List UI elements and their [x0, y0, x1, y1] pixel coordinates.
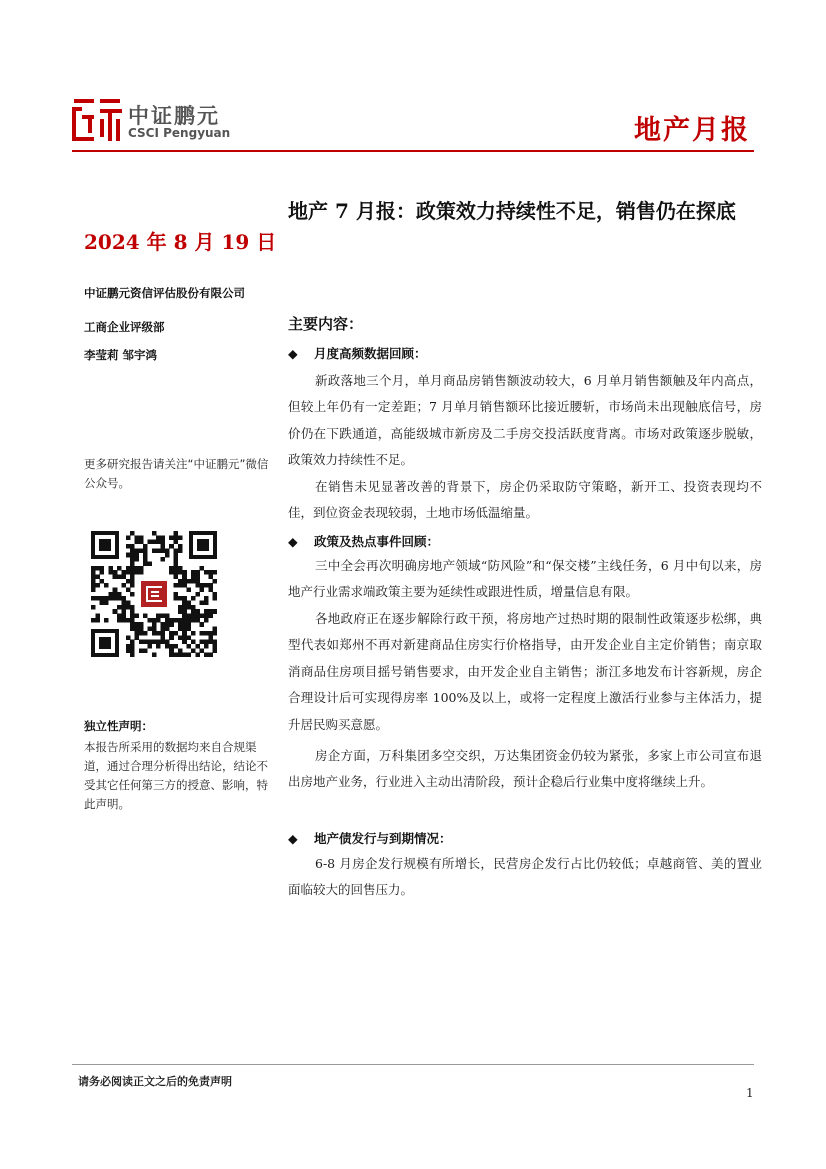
paragraph: 房企方面，万科集团多空交织，万达集团资金仍较为紧张，多家上市公司宣布退出房地产业务，行业进入主动出清阶段，预计企稳后行业集中度将继续上升。 [288, 748, 762, 790]
department: 工商企业评级部 [84, 320, 165, 334]
report-date: 2024 年 8 月 19 日 [84, 230, 277, 254]
report-type: 地产月报 [634, 115, 750, 146]
section-title: 主要内容： [288, 315, 364, 333]
qr-center-logo-icon [141, 581, 167, 607]
company-logo-mark [72, 99, 122, 143]
footer-divider [72, 1064, 754, 1065]
follow-note: 更多研究报告请关注“中证鹏元”微信公众号。 [84, 457, 269, 490]
paragraph: 三中全会再次明确房地产领域“防风险”和“保交楼”主线任务，6 月中旬以来，房地产行业需求端政策主要为延续性或跟进性质，增量信息有限。 [288, 558, 762, 600]
header-divider [72, 150, 754, 152]
company-full-name: 中证鹏元资信评估股份有限公司 [84, 286, 245, 300]
paragraph: 新政落地三个月，单月商品房销售额波动较大，6 月单月销售额触及年内高点，但较上年仍有一定差距；7 月单月销售额环比接近腰斩，市场尚未出现触底信号，房价仍在下跌通道，高能级城市新房及二手房交投活跃度背离。市场对政策逐步脱敏，政策效力持续性不足。 [288, 373, 762, 468]
paragraph: 在销售未见显著改善的背景下，房企仍采取防守策略，新开工、投资表现均不佳，到位资金表现较弱，土地市场低温缩量。 [288, 479, 762, 521]
independence-statement: 本报告所采用的数据均来自合规渠道，通过合理分析得出结论，结论不受其它任何第三方的授意、影响，特此声明。 [84, 740, 268, 811]
company-name-en: CSCI Pengyuan [128, 126, 231, 140]
company-name-cn: 中证鹏元 [128, 104, 220, 128]
bullet-label: 政策及热点事件回顾： [314, 534, 440, 549]
page-number: 1 [746, 1086, 754, 1100]
diamond-bullet-icon: ◆ [288, 346, 298, 361]
diamond-bullet-icon: ◆ [288, 831, 298, 846]
independence-title: 独立性声明： [84, 719, 153, 733]
bullet-bond-issuance [288, 829, 452, 847]
bullet-monthly-data [288, 344, 427, 362]
footer-disclaimer[interactable]: 请务必阅读正文之后的免责声明 [78, 1075, 232, 1088]
bullet-label: 月度高频数据回顾： [314, 346, 427, 361]
authors: 李莹莉 邹宇鸿 [84, 348, 158, 362]
paragraph: 6-8 月房企发行规模有所增长，民营房企发行占比仍较低；卓越商管、美的置业面临较大的回售压力。 [288, 856, 762, 898]
bullet-policy-events [288, 532, 439, 550]
bullet-label: 地产债发行与到期情况： [314, 831, 452, 846]
report-title: 地产 7 月报：政策效力持续性不足，销售仍在探底 [288, 199, 736, 223]
diamond-bullet-icon: ◆ [288, 534, 298, 549]
wechat-qr-code[interactable] [91, 531, 217, 657]
paragraph: 各地政府正在逐步解除行政干预，将房地产过热时期的限制性政策逐步松绑，典型代表如郑州不再对新建商品住房实行价格指导，由开发企业自主定价销售；南京取消商品住房项目摇号销售要求，由开发企业自主销售；浙江多地发布计容新规，房企合理设计后可实现得房率 100%及以上，或将一定程度上激活行业参与主体活力，提升居民购买意愿。 [288, 611, 762, 732]
